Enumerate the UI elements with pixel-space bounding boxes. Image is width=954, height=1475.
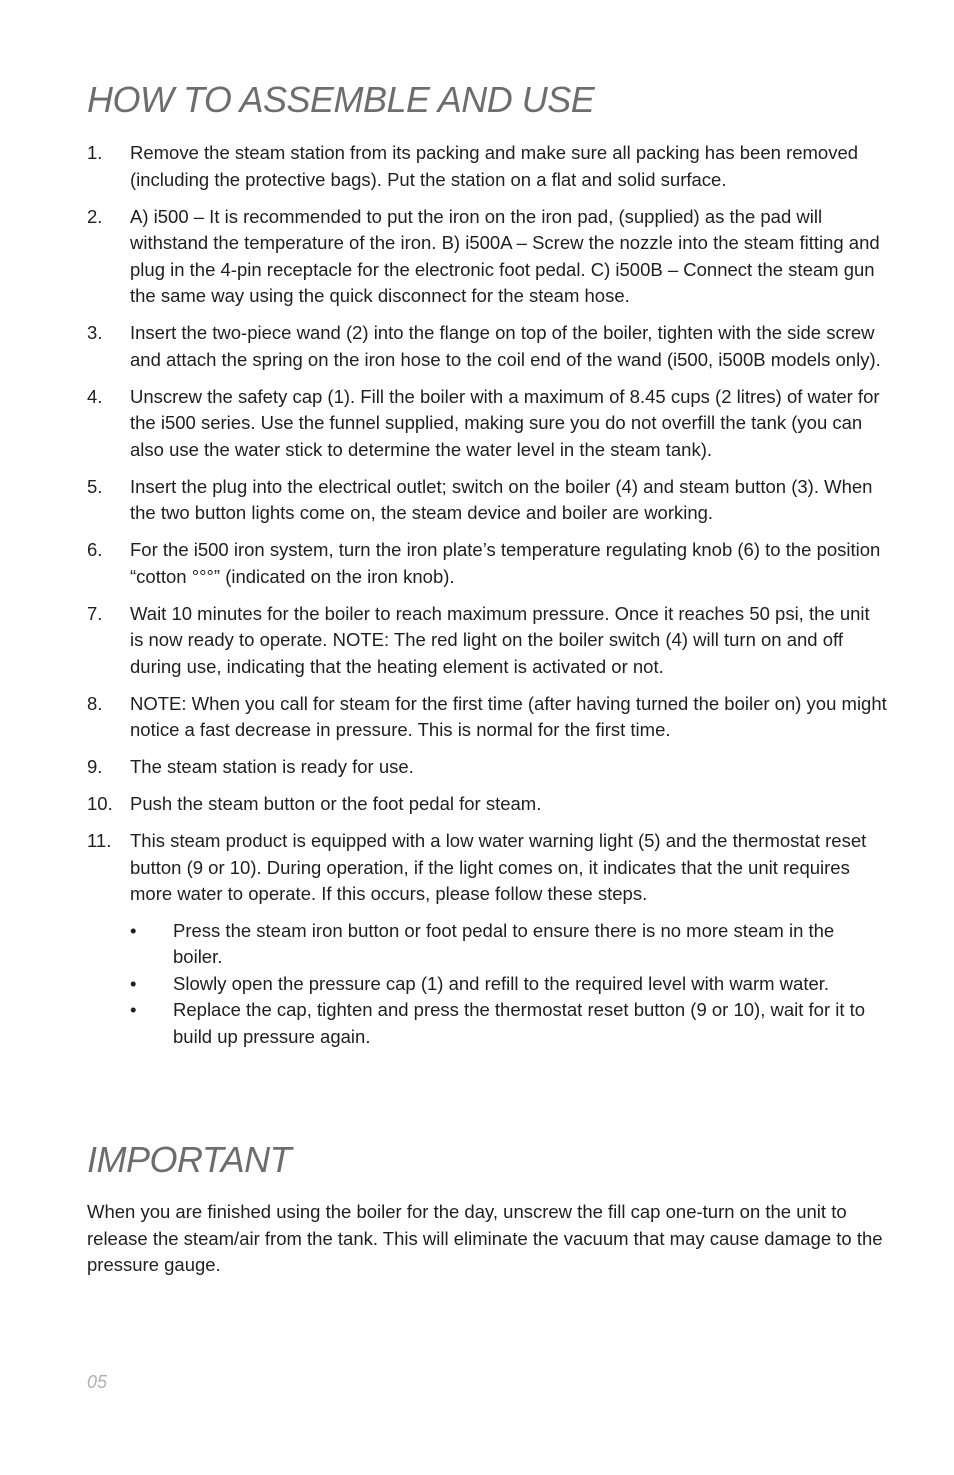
step-number: 5. <box>87 475 103 497</box>
page-number: 05 <box>87 1372 108 1392</box>
step-text: The steam station is ready for use. <box>130 756 414 777</box>
step-text: Insert the plug into the electrical outlet; switch on the boiler (4) and steam button (3). When the two button lights come on, the steam device and boiler are working. <box>130 475 873 523</box>
bullet-icon: • <box>130 999 137 1020</box>
step-number: 10. <box>87 793 113 814</box>
bullet-item <box>130 971 887 998</box>
bullet-icon: • <box>130 972 137 994</box>
bullet-icon: • <box>130 919 137 941</box>
step-number: 2. <box>87 205 103 227</box>
step-item-4 <box>87 384 887 464</box>
step-text: Insert the two-piece wand (2) into the flange on top of the boiler, tighten with the side screw and attach the spring on the iron hose to the coil end of the wand (i500, i500B models only). <box>130 322 881 370</box>
bullet-text: Press the steam iron button or foot pedal to ensure there is no more steam in the boiler. <box>173 919 835 967</box>
step-text: Remove the steam station from its packing and make sure all packing has been removed (including the protective bags). Put the station on a flat and solid surface. <box>130 142 859 190</box>
step-text: Push the steam button or the foot pedal for steam. <box>130 793 542 814</box>
step-text: For the i500 iron system, turn the iron plate’s temperature regulating knob (6) to the position “cotton °°°” (indicated on the iron knob). <box>130 539 881 587</box>
step-number: 4. <box>87 385 103 407</box>
page-title: HOW TO ASSEMBLE AND USE <box>87 79 595 120</box>
step-number: 7. <box>87 602 103 624</box>
step-item-8 <box>87 691 887 744</box>
bullet-text: Slowly open the pressure cap (1) and refill to the required level with warm water. <box>173 972 830 994</box>
assembly-steps-list <box>87 140 887 1061</box>
step-text: A) i500 – It is recommended to put the iron on the iron pad, (supplied) as the pad will withstand the temperature of the iron. B) i500A – Screw the nozzle into the steam fitting and plug in the 4-pin receptacle for the electronic foot pedal. C) i500B – Connect the steam gun the same way using the quick disconnect for the steam hose. <box>130 205 880 306</box>
step-item-11 <box>87 828 887 1050</box>
step-text: Unscrew the safety cap (1). Fill the boiler with a maximum of 8.45 cups (2 litres) of water for the i500 series. Use the funnel supplied, making sure you do not overfill the tank (you can also use the water stick to determine the water level in the steam tank). <box>130 385 880 460</box>
important-heading: IMPORTANT <box>87 1139 292 1180</box>
step-item-1 <box>87 140 887 193</box>
important-paragraph: When you are finished using the boiler for the day, unscrew the fill cap one-turn on the unit to release the steam/air from the tank. This will eliminate the vacuum that may cause damage to the pressure gauge. <box>87 1201 883 1275</box>
step-item-6 <box>87 537 887 590</box>
step-text: NOTE: When you call for steam for the first time (after having turned the boiler on) you might notice a fast decrease in pressure. This is normal for the first time. <box>130 692 887 740</box>
step-number: 8. <box>87 692 103 714</box>
bullet-item <box>130 997 887 1050</box>
step-item-7 <box>87 601 887 681</box>
step-item-5 <box>87 474 887 527</box>
step-item-10 <box>87 791 887 818</box>
step-number: 1. <box>87 142 103 163</box>
step-number: 11. <box>87 830 112 851</box>
step-number: 6. <box>87 539 103 560</box>
step-text: This steam product is equipped with a low water warning light (5) and the thermostat reset button (9 or 10). During operation, if the light comes on, it indicates that the unit requires more water to operate. If this occurs, please follow these steps. <box>130 830 867 904</box>
low-water-steps-list <box>130 918 887 1051</box>
step-item-9 <box>87 754 887 781</box>
step-item-2 <box>87 204 887 310</box>
step-item-3 <box>87 320 887 373</box>
step-number: 9. <box>87 756 103 777</box>
step-text: Wait 10 minutes for the boiler to reach maximum pressure. Once it reaches 50 psi, the unit is now ready to operate. NOTE: The red light on the boiler switch (4) will turn on and off during use, indicating that the heating element is activated or not. <box>130 602 870 677</box>
step-number: 3. <box>87 322 103 343</box>
bullet-text: Replace the cap, tighten and press the thermostat reset button (9 or 10), wait for it to build up pressure again. <box>173 999 866 1047</box>
bullet-item <box>130 918 887 971</box>
